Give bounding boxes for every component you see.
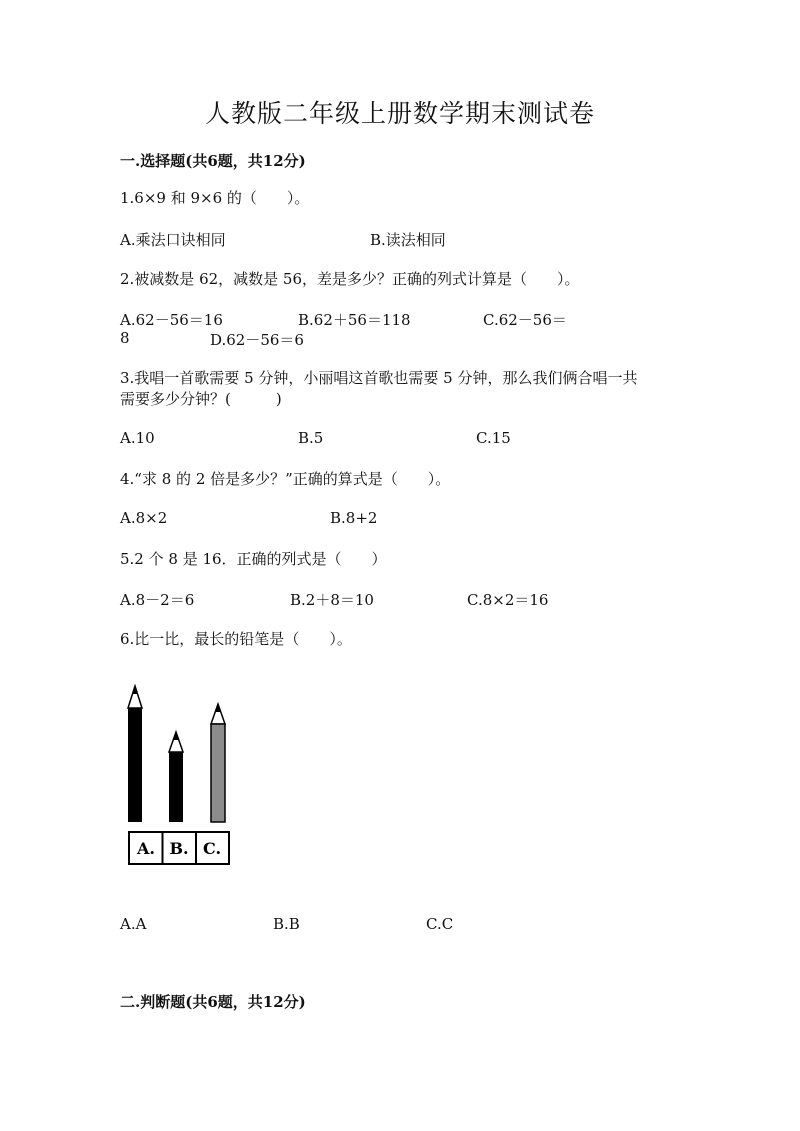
section-heading-judgement: 二.判断题(共6题，共12分) — [120, 993, 306, 1011]
pencil-b-body — [169, 752, 183, 822]
pencil-b — [169, 732, 183, 822]
question-2-stem: 2.被减数是 62，减数是 56，差是多少？正确的列式计算是（ ）。 — [120, 270, 580, 288]
pencil-a — [128, 686, 142, 822]
pencil-label-a: A. — [137, 839, 155, 858]
question-5-option-b: B.2＋8＝10 — [290, 591, 374, 609]
question-2-option-d: D.62－56＝6 — [210, 331, 304, 349]
question-2-option-c-wrap: 8 — [120, 329, 130, 347]
pencil-label-c: C. — [202, 839, 222, 858]
pencil-c — [211, 704, 225, 822]
question-5-option-c: C.8×2＝16 — [467, 591, 549, 609]
question-4-stem: 4.“求 8 的 2 倍是多少？”正确的算式是（ ）。 — [120, 470, 451, 488]
question-3-stem-line1: 3.我唱一首歌需要 5 分钟，小丽唱这首歌也需要 5 分钟，那么我们俩合唱一共 — [120, 369, 638, 387]
question-3-stem-line2: 需要多少分钟？( ) — [120, 390, 282, 408]
pencil-label-boxes — [129, 832, 229, 864]
question-6-option-c: C.C — [426, 915, 454, 933]
question-2-option-b: B.62＋56＝118 — [298, 311, 411, 329]
question-6-option-a: A.A — [120, 915, 147, 933]
pencil-comparison-figure — [118, 684, 238, 870]
question-4-option-a: A.8×2 — [120, 509, 168, 527]
pencil-c-body — [211, 724, 225, 822]
section-heading-choice: 一.选择题(共6题，共12分) — [120, 152, 306, 170]
question-5-option-a: A.8－2＝6 — [120, 591, 195, 609]
pencil-a-body — [128, 708, 142, 822]
question-6-stem: 6.比一比，最长的铅笔是（ ）。 — [120, 630, 352, 648]
question-2-option-a: A.62－56＝16 — [120, 311, 223, 329]
question-5-stem: 5.2 个 8 是 16．正确的列式是（ ） — [120, 550, 387, 568]
question-3-option-a: A.10 — [120, 429, 155, 447]
question-3-option-b: B.5 — [298, 429, 324, 447]
page-title: 人教版二年级上册数学期末测试卷 — [204, 99, 595, 128]
question-1-option-b: B.读法相同 — [370, 231, 446, 249]
question-2-option-c: C.62－56＝ — [483, 311, 567, 329]
question-4-option-b: B.8+2 — [330, 509, 378, 527]
question-1-option-a: A.乘法口诀相同 — [120, 231, 226, 249]
question-6-option-b: B.B — [273, 915, 300, 933]
pencil-label-b: B. — [169, 839, 189, 858]
question-3-option-c: C.15 — [476, 429, 511, 447]
question-1-stem: 1.6×9 和 9×6 的（ ）。 — [120, 189, 310, 207]
